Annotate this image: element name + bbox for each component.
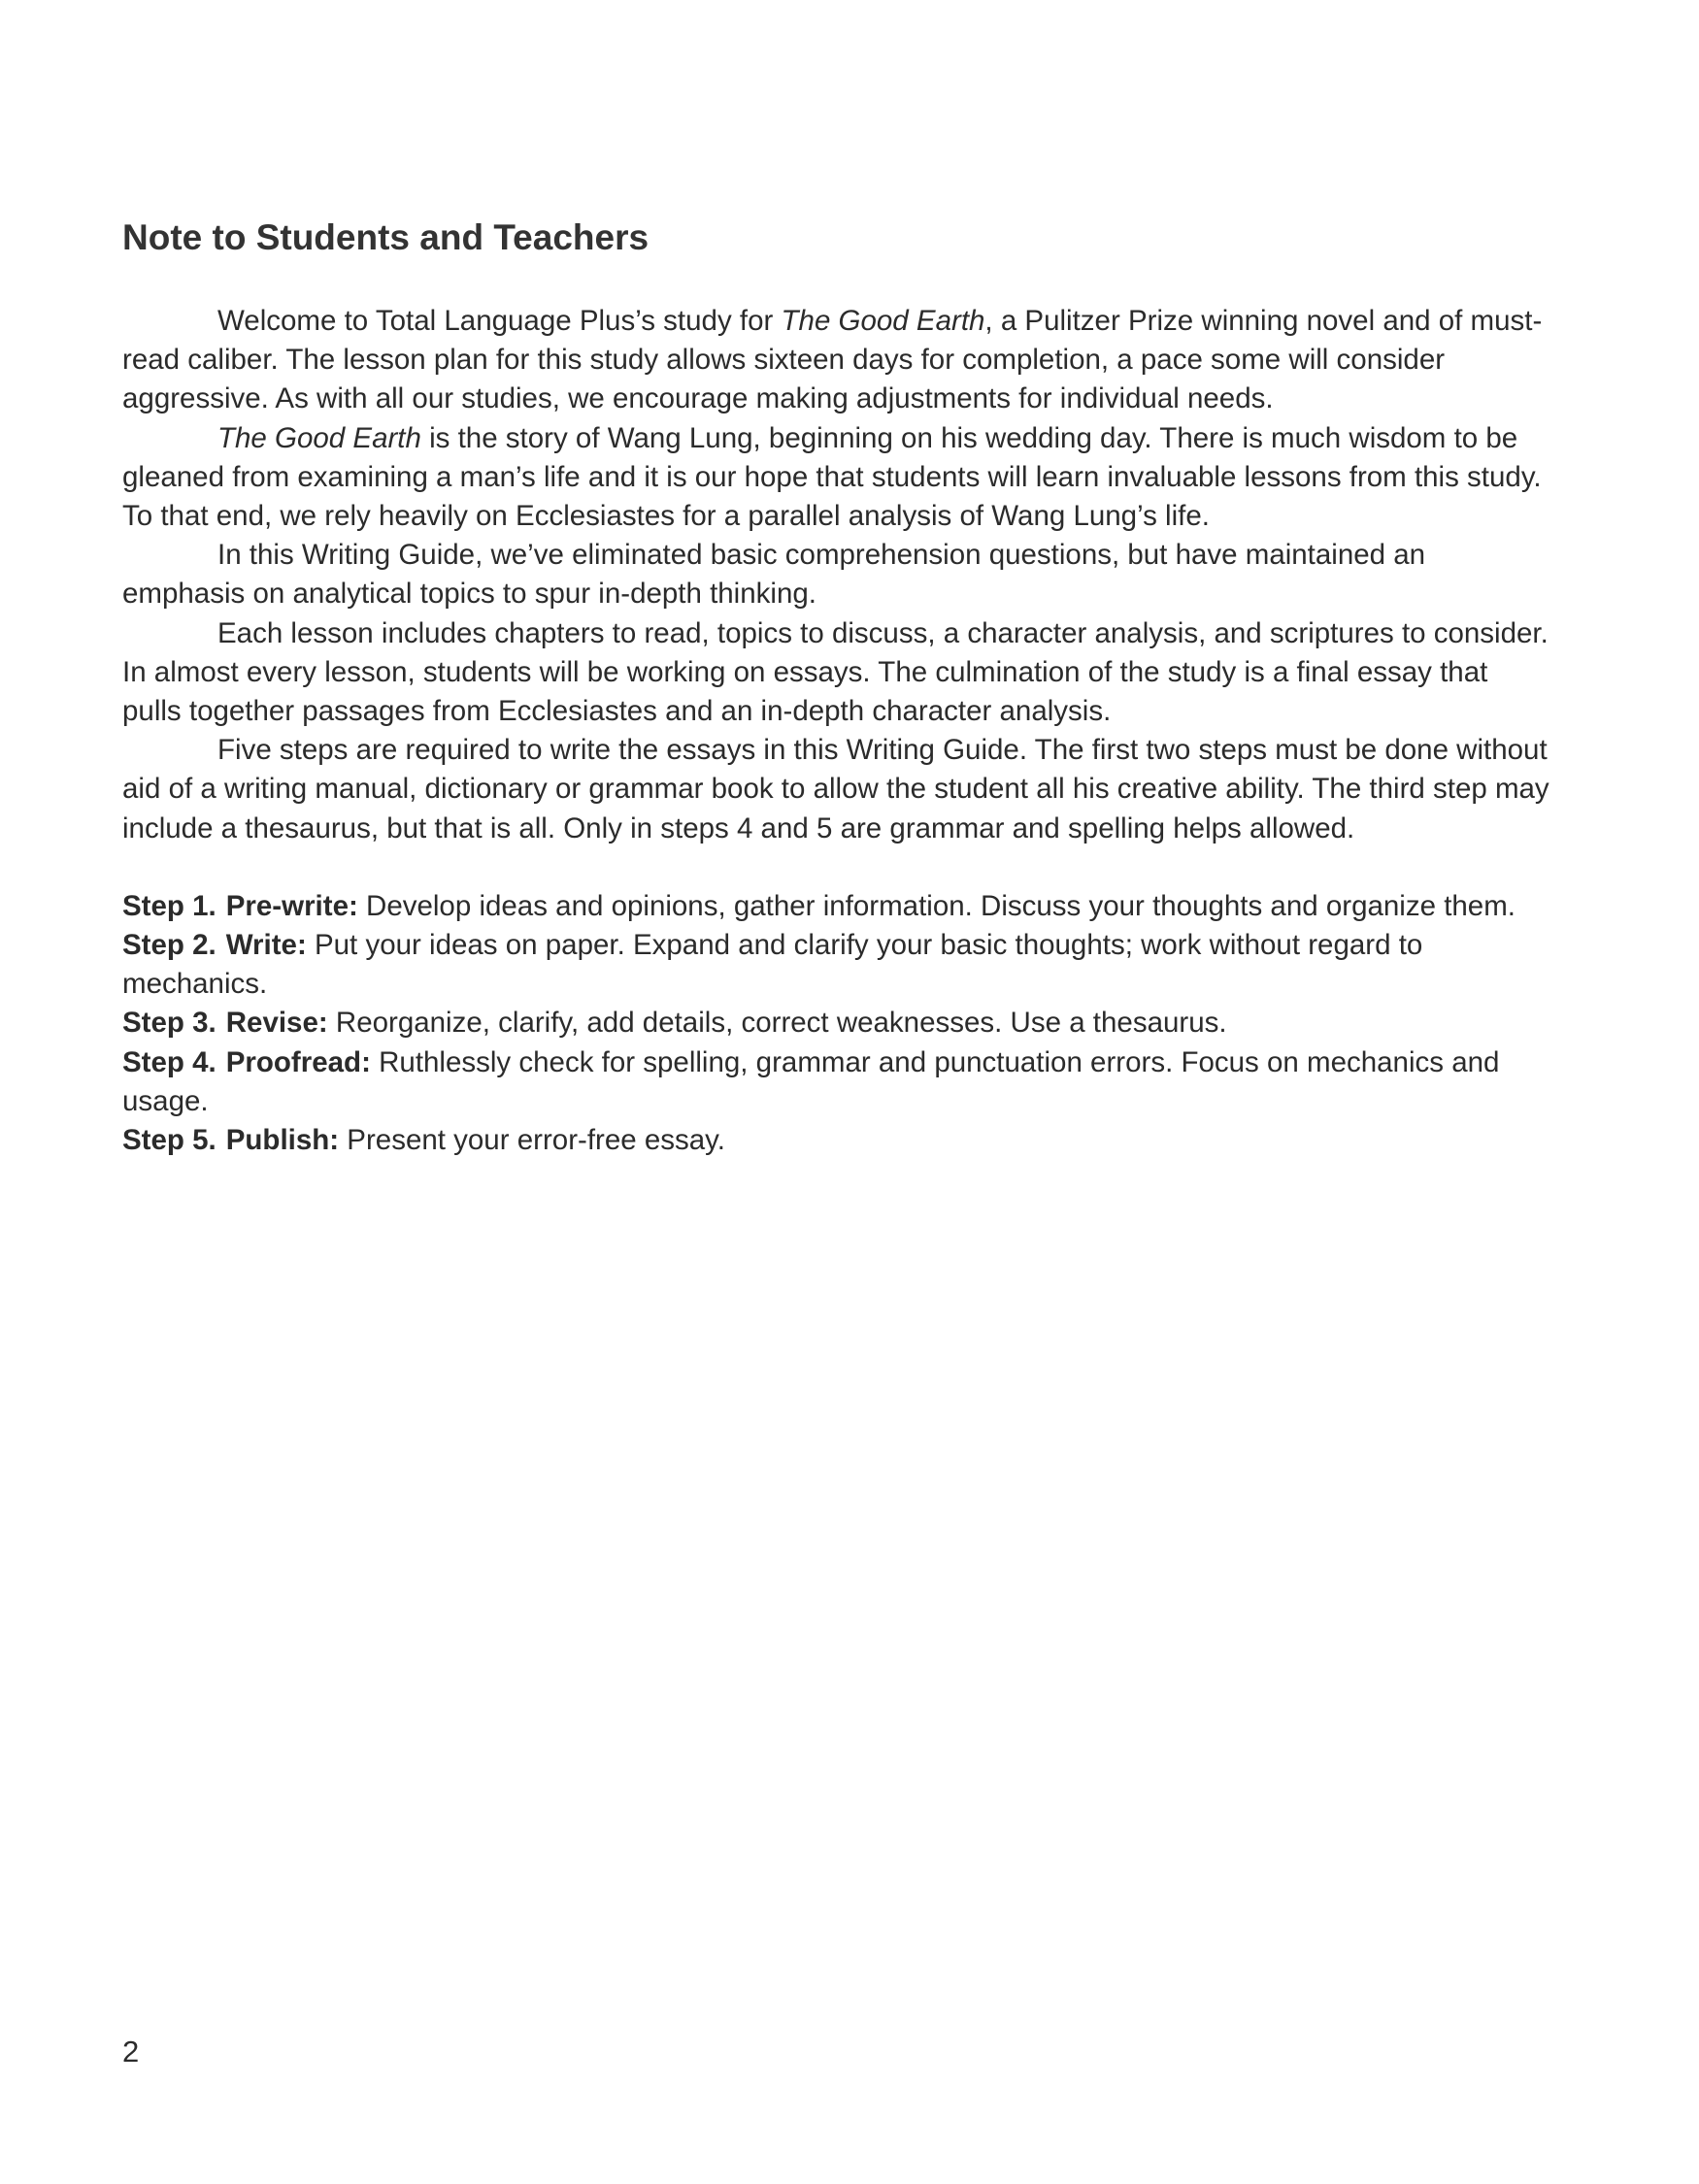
step-item xyxy=(122,1043,1549,1121)
paragraph-1-text: Welcome to Total Language Plus’s study for xyxy=(217,305,782,337)
book-title-italic: The Good Earth xyxy=(781,305,985,337)
step-label: Step 5. xyxy=(122,1124,217,1157)
step-text: Develop ideas and opinions, gather information. Discuss your thoughts and organize them. xyxy=(357,889,1516,922)
paragraph-2-text: is the story of Wang Lung, beginning on his wedding day. There is much wisdom to be gleaned from examining a man’s life and it is our hope that students will learn invaluable lessons from this study. To that end, we rely heavily on Ecclesiastes for a parallel analysis of Wang Lung’s life. xyxy=(122,421,1542,533)
step-item xyxy=(122,926,1549,1004)
step-label: Step 3. xyxy=(122,1007,217,1040)
step-label: Step 1. xyxy=(122,889,217,922)
step-name: Publish: xyxy=(225,1124,340,1157)
step-name: Proofread: xyxy=(225,1045,371,1078)
step-item xyxy=(122,1121,1549,1160)
step-name: Revise: xyxy=(225,1007,328,1040)
page-title: Note to Students and Teachers xyxy=(122,217,650,257)
step-label: Step 4. xyxy=(122,1045,217,1078)
step-item xyxy=(122,887,1549,926)
step-item xyxy=(122,1004,1549,1042)
step-text: Present your error-free essay. xyxy=(339,1124,725,1157)
step-text: Reorganize, clarify, add details, correct weaknesses. Use a thesaurus. xyxy=(327,1007,1227,1040)
page-number: 2 xyxy=(122,2035,140,2068)
step-text: Put your ideas on paper. Expand and clarify your basic thoughts; work without regard to mechanics. xyxy=(122,929,1423,1001)
paragraph-4: Each lesson includes chapters to read, topics to discuss, a character analysis, and scriptures to consider. In almost every lesson, students will be working on essays. The culmination of the study is a final essay that pulls together passages from Ecclesiastes and an in-depth character analysis. xyxy=(122,616,1549,728)
step-name: Write: xyxy=(225,929,307,962)
paragraph-1 xyxy=(122,302,1549,419)
step-name: Pre-write: xyxy=(225,889,358,922)
page-content xyxy=(122,209,1549,1160)
paragraph-2 xyxy=(122,419,1549,537)
body-text xyxy=(122,302,1549,848)
paragraph-3: In this Writing Guide, we’ve eliminated basic comprehension questions, but have maintained an emphasis on analytical topics to spur in-depth thinking. xyxy=(122,539,1426,611)
paragraph-1-text-cont: , a Pulitzer Prize winning novel and of must-read caliber. The lesson plan for this study allows sixteen days for completion, a pace some will consider aggressive. As with all our studies, we encourage making adjustments for individual needs. xyxy=(122,305,1543,415)
book-title-italic: The Good Earth xyxy=(217,421,421,454)
steps-list xyxy=(122,887,1549,1160)
paragraph-5: Five steps are required to write the essays in this Writing Guide. The first two steps must be done without aid of a writing manual, dictionary or grammar book to allow the student all his creative ability. The third step may include a thesaurus, but that is all. Only in steps 4 and 5 are grammar and spelling helps allowed. xyxy=(122,734,1549,844)
step-text: Ruthlessly check for spelling, grammar and punctuation errors. Focus on mechanics and usage. xyxy=(122,1045,1500,1117)
step-label: Step 2. xyxy=(122,929,217,962)
